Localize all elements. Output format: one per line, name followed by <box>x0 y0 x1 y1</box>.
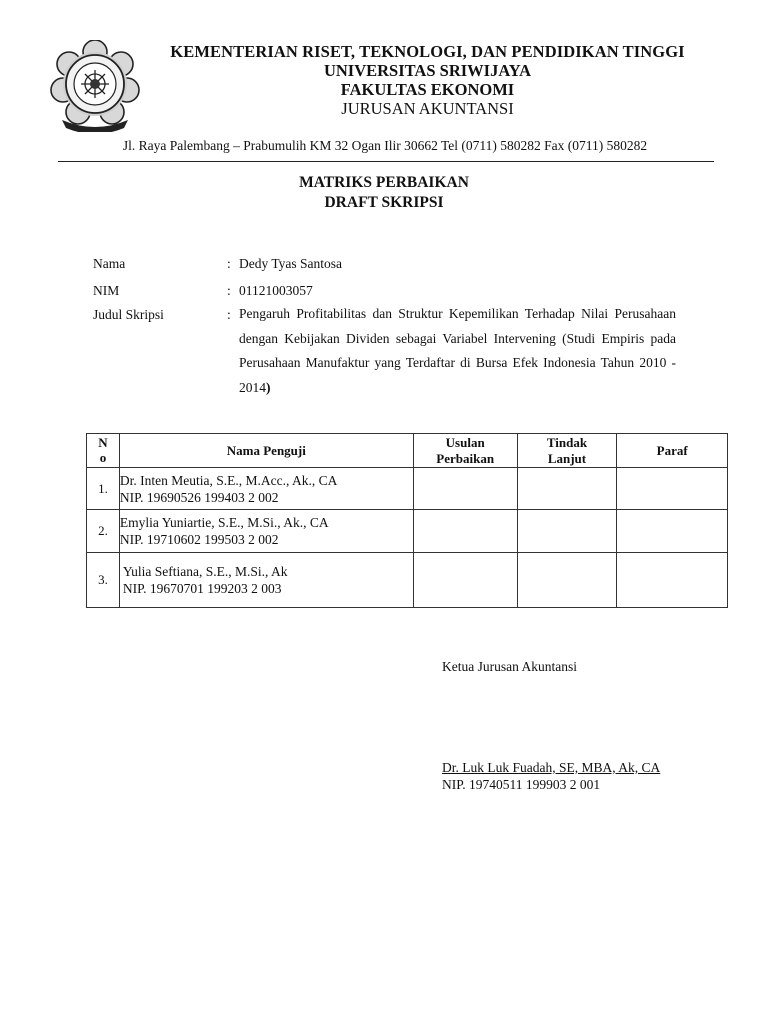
document-title-line-1: MATRIKS PERBAIKAN <box>299 174 469 191</box>
paraf-cell <box>617 468 728 510</box>
tindak-cell <box>517 553 617 608</box>
examiner-nip: NIP. 19670701 199203 2 003 <box>122 581 282 596</box>
university-name: UNIVERSITAS SRIWIJAYA <box>323 61 532 80</box>
signatory-nip: NIP. 19740511 199903 2 001 <box>442 777 601 792</box>
letterhead <box>140 42 715 118</box>
examiner-name: Yulia Seftiana, S.E., M.Si., Ak <box>122 564 288 579</box>
row-number: 3. <box>87 553 120 608</box>
examiner-name: Dr. Inten Meutia, S.E., M.Acc., Ak., CA <box>119 472 338 488</box>
row-number: 1. <box>87 468 120 510</box>
examiner-cell <box>119 510 413 553</box>
examiner-name: Emylia Yuniartie, S.E., M.Si., Ak., CA <box>119 515 329 530</box>
field-name-value: Dedy Tyas Santosa <box>239 256 343 271</box>
department-name: JURUSAN AKUNTANSI <box>341 99 514 118</box>
thesis-title-text: Pengaruh Profitabilitas dan Struktur Kepemilikan Terhadap Nilai Perusahaan dengan Kebijakan Dividen sebagai Variabel Intervening (Studi Empiris pada Perusahaan Manufaktur yang Terdaftar di Bursa Efek Indonesia Tahun 2010 - 2014 <box>239 306 676 395</box>
table-row <box>87 468 728 510</box>
institution-address: Jl. Raya Palembang – Prabumulih KM 32 Ogan Ilir 30662 Tel (0711) 580282 Fax (0711) 580282 <box>122 138 648 153</box>
usulan-cell <box>413 468 517 510</box>
letterhead-divider <box>58 161 714 162</box>
faculty-name: FAKULTAS EKONOMI <box>340 80 515 99</box>
header-no-label: N o <box>98 435 108 465</box>
paraf-cell <box>617 510 728 553</box>
field-thesis-colon: : <box>227 307 231 322</box>
examiner-cell <box>119 553 413 608</box>
field-nim-colon: : <box>227 283 231 298</box>
header-usulan-label: Usulan Perbaikan <box>436 434 495 466</box>
ministry-name: KEMENTERIAN RISET, TEKNOLOGI, DAN PENDIDIKAN TINGGI <box>170 42 685 61</box>
row-number: 2. <box>87 510 120 553</box>
header-paraf: Paraf <box>617 434 728 468</box>
header-tindak <box>517 434 617 468</box>
table-header-row <box>87 434 728 468</box>
document-title-line-2: DRAFT SKRIPSI <box>324 194 444 211</box>
thesis-title-close: ) <box>266 379 271 395</box>
field-name-label: Nama <box>93 256 126 271</box>
revision-matrix-table <box>86 433 728 608</box>
header-name: Nama Penguji <box>119 434 413 468</box>
examiner-nip: NIP. 19690526 199403 2 002 <box>119 489 279 505</box>
university-seal-logo <box>50 40 140 132</box>
header-usulan <box>413 434 517 468</box>
university-seal-icon <box>50 40 140 132</box>
thesis-title <box>239 302 676 400</box>
table-row <box>87 553 728 608</box>
tindak-cell <box>517 510 617 553</box>
header-tindak-label: Tindak Lanjut <box>546 434 588 466</box>
paraf-cell <box>617 553 728 608</box>
field-nim-value: 01121003057 <box>239 283 313 298</box>
field-name-colon: : <box>227 256 231 271</box>
document-title <box>0 173 768 213</box>
examiner-nip: NIP. 19710602 199503 2 002 <box>119 532 279 547</box>
examiner-cell <box>119 468 413 510</box>
field-thesis-label: Judul Skripsi <box>93 307 164 322</box>
header-no <box>87 434 120 468</box>
signatory-role: Ketua Jurusan Akuntansi <box>442 659 577 674</box>
signatory-name: Dr. Luk Luk Fuadah, SE, MBA, Ak, CA <box>442 760 661 775</box>
table-row <box>87 510 728 553</box>
tindak-cell <box>517 468 617 510</box>
usulan-cell <box>413 510 517 553</box>
usulan-cell <box>413 553 517 608</box>
field-nim-label: NIM <box>93 283 120 298</box>
